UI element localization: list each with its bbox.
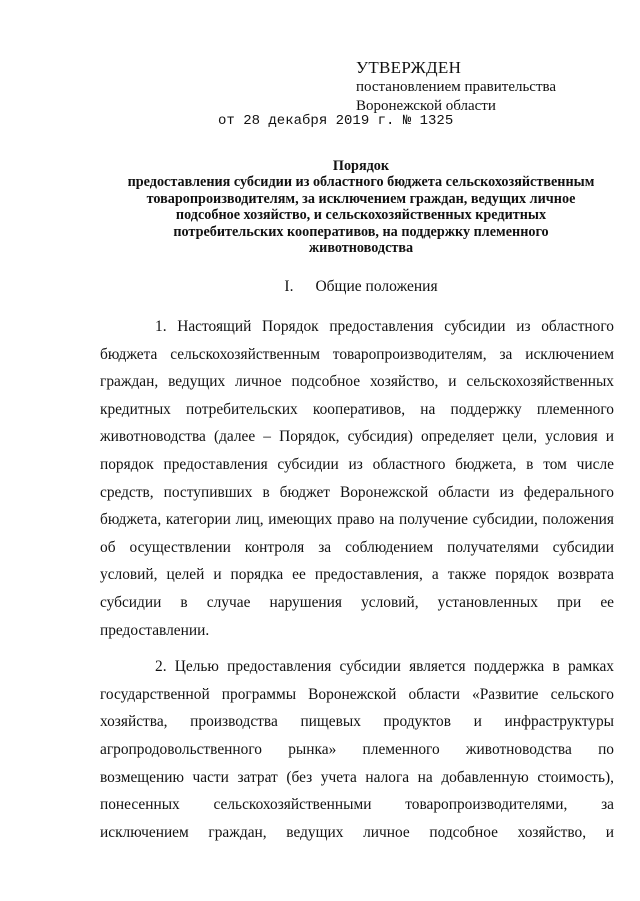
paragraph-line: животноводства (далее – Порядок, субсидия) определяет цели, условия и	[100, 428, 614, 446]
paragraph-line: предоставлении.	[100, 621, 210, 639]
paragraph-line: исключением граждан, ведущих личное подсобное хозяйство, и	[100, 823, 614, 841]
paragraph-line: бюджета, категории лиц, имеющих право на получение субсидии, положения	[100, 511, 614, 529]
title-line: подсобное хозяйство, и сельскохозяйственных кредитных	[175, 207, 547, 224]
paragraph-line: 2. Целью предоставления субсидии является поддержка в рамках	[155, 658, 614, 676]
paragraph-line: средств, поступивших в бюджет Воронежской области из федерального	[100, 483, 614, 501]
paragraph-line: 1. Настоящий Порядок предоставления субсидии из областного	[155, 318, 614, 335]
paragraph-2	[100, 653, 614, 846]
approval-title: УТВЕРЖДЕН	[356, 58, 462, 77]
paragraph-line: агропродовольственного рынка» племенного животноводства по	[100, 740, 614, 758]
paragraph-line: порядок предоставления субсидии из областного бюджета, в том числе	[100, 455, 614, 473]
paragraph-line: понесенных сельскохозяйственными товаропроизводителями, за	[100, 796, 614, 814]
paragraph-line: бюджета сельскохозяйственным товаропроизводителям, за исключением	[100, 345, 614, 363]
title-line: потребительских кооперативов, на поддержку племенного	[173, 223, 549, 240]
paragraph-line: возмещению части затрат (без учета налога на добавленную стоимость),	[100, 768, 614, 786]
approval-authority: постановлением правительства	[356, 79, 557, 95]
paragraph-line: хозяйства, производства пищевых продуктов и инфраструктуры	[100, 713, 614, 731]
section-heading	[100, 277, 622, 297]
paragraph-line: об осуществлении контроля за соблюдением получателями субсидии	[100, 538, 614, 556]
document-title	[100, 158, 622, 256]
title-line: животноводства	[308, 240, 414, 257]
approval-stamp	[356, 58, 616, 116]
section-number: I.	[284, 278, 294, 295]
body-text	[100, 313, 614, 846]
title-line: Порядок	[332, 158, 390, 174]
section-title: Общие положения	[315, 278, 438, 295]
title-line: товаропроизводителям, за исключением граждан, ведущих личное	[146, 190, 576, 207]
approval-region: Воронежской области	[356, 98, 496, 114]
paragraph-line: субсидии в случае нарушения условий, установленных при ее	[100, 593, 614, 611]
paragraph-line: условий, целей и порядка ее предоставления, а также порядок возврата	[100, 566, 614, 584]
title-line: предоставления субсидии из областного бюджета сельскохозяйственным	[127, 174, 595, 191]
paragraph-line: граждан, ведущих личное подсобное хозяйство, и сельскохозяйственных	[100, 373, 614, 391]
paragraph-1	[100, 313, 614, 644]
decree-date-number: от 28 декабря 2019 г. № 1325	[218, 113, 454, 129]
paragraph-gap	[100, 644, 614, 653]
paragraph-line: государственной программы Воронежской области «Развитие сельского	[100, 685, 614, 703]
paragraph-line: кредитных потребительских кооперативов, на поддержку племенного	[100, 400, 614, 418]
